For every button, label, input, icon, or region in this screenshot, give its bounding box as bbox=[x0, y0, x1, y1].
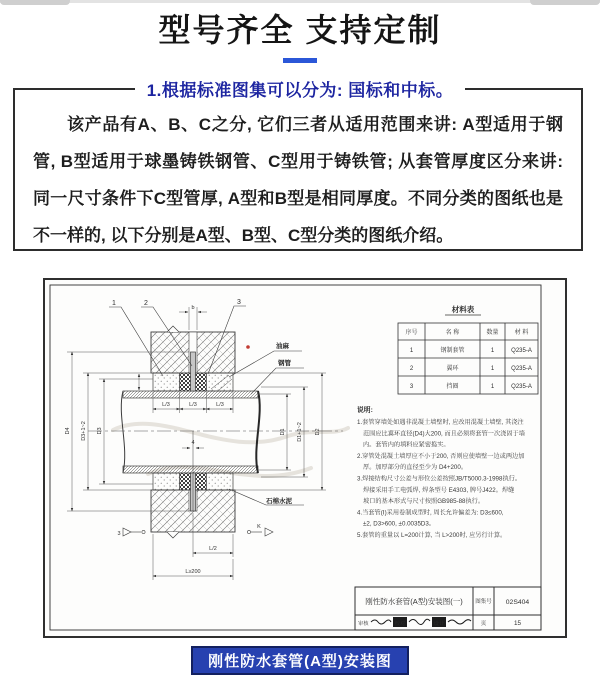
title-block bbox=[355, 587, 541, 630]
mt-header-qty: 数量 bbox=[486, 330, 499, 336]
tb-sign-sheji: 设计 bbox=[433, 621, 445, 627]
mt-header-seq: 序号 bbox=[405, 330, 418, 336]
callout-1: 1 bbox=[112, 300, 116, 307]
dim-b: b bbox=[191, 305, 195, 311]
intro-box bbox=[13, 88, 583, 251]
tb-page-no: 15 bbox=[513, 620, 522, 627]
mt-row3-qty: 1 bbox=[490, 384, 495, 390]
weld-size-left: 3 bbox=[117, 531, 121, 537]
note-line: 3.焊接结构尺寸公差与形位公差按照JB/T5000.3-1998执行。 bbox=[357, 475, 522, 483]
dim-d4: D4 bbox=[65, 427, 71, 435]
mt-row1-name: 钢制套管 bbox=[440, 348, 465, 354]
dim-l3-c: L/3 bbox=[216, 402, 224, 408]
part-labels bbox=[229, 341, 304, 505]
tb-signature-row bbox=[358, 617, 471, 627]
bottom-caption-row bbox=[0, 646, 600, 675]
note-line: 1.套管穿墙处如遇非混凝土墙壁时, 应改用混凝土墙壁, 其浇注 bbox=[357, 419, 524, 426]
note-line: 厚。加厚部分的直径至少为 D4+200。 bbox=[363, 464, 468, 472]
page-title: 型号齐全 支持定制 bbox=[158, 12, 442, 48]
dim-d3-plus: D3+1~2 bbox=[81, 421, 87, 441]
mt-row2-name: 翼环 bbox=[446, 366, 459, 372]
material-table-title: 材料表 bbox=[451, 305, 475, 314]
tb-atlas-label: 图集号 bbox=[475, 599, 492, 605]
tb-sign-jiaodui: 校对 bbox=[394, 621, 406, 627]
note-line: 坡口的基本形式与尺寸按照GB985-88执行。 bbox=[363, 498, 485, 506]
callout-3: 3 bbox=[237, 299, 241, 306]
dim-lmin: L≥200 bbox=[185, 569, 201, 575]
label-steel-pipe: 钢管 bbox=[278, 360, 291, 367]
tb-page-label: 页 bbox=[480, 621, 487, 627]
note-line: 焊接采用手工电弧焊, 焊条型号 E4303, 牌号J422。焊缝 bbox=[363, 486, 515, 494]
drawing-svg bbox=[43, 278, 567, 638]
dim-l2: L/2 bbox=[209, 546, 217, 552]
note-line: 2.穿管处混凝土墙厚应不小于200, 否则应使墙壁一边或两边加 bbox=[357, 452, 525, 460]
label-asbestos-cement: 石棉水泥 bbox=[266, 498, 292, 505]
dim-l3-b: L/3 bbox=[189, 402, 197, 408]
intro-paragraph: 该产品有A、B、C之分, 它们三者从适用范围来讲: A型适用于钢管, B型适用于球墨铸铁钢管、C型用于铸铁管; 从套管厚度区分来讲: 同一尺寸条件下C型管厚, A型和B型是相同厚度。不同分类的图纸也是不一样的, 以下分别是A型、B型、C型分类的图纸介绍。 bbox=[33, 115, 563, 245]
mt-header-material: 材 料 bbox=[514, 330, 529, 336]
mt-row2-material: Q235-A bbox=[511, 366, 532, 372]
dim-d2: D2 bbox=[315, 428, 321, 436]
notes-label: 说明: bbox=[357, 407, 373, 414]
bottom-caption-button[interactable]: 刚性防水套管(A型)安装图 bbox=[191, 646, 409, 675]
notes bbox=[357, 405, 525, 539]
tb-sign-shenhe: 审核 bbox=[358, 621, 369, 627]
note-line: 4.当套管(Ⅰ)采用卷制成型时, 周长允许偏差为: D3≤600, bbox=[357, 509, 504, 517]
mt-row3-seq: 3 bbox=[409, 384, 414, 390]
mt-row3-material: Q235-A bbox=[511, 384, 532, 390]
label-oakum: 油麻 bbox=[276, 343, 289, 350]
material-table bbox=[398, 304, 538, 394]
mt-row2-qty: 1 bbox=[490, 366, 495, 372]
weld-size-right: K bbox=[257, 524, 261, 530]
red-dot-mark bbox=[246, 345, 250, 349]
dim-d3: D3 bbox=[97, 427, 103, 435]
callout-2: 2 bbox=[144, 300, 148, 307]
title-accent-dash bbox=[283, 58, 317, 63]
sleeve-assembly bbox=[153, 352, 233, 511]
dim-d1: D1 bbox=[280, 428, 286, 436]
tb-title: 刚性防水套管(A型)安装图(一) bbox=[365, 597, 463, 606]
mt-header-name: 名 称 bbox=[445, 330, 460, 336]
mt-row2-seq: 2 bbox=[409, 366, 414, 372]
top-divider bbox=[0, 0, 600, 3]
note-line: 5.套管的重量以 L=200计算, 当 L>200时, 应另行计算。 bbox=[357, 532, 507, 539]
mt-row3-name: 挡圈 bbox=[446, 384, 459, 390]
installation-drawing bbox=[43, 278, 567, 638]
note-line: ±2, D3>600, ±0.0035D3。 bbox=[363, 520, 435, 528]
tb-atlas-no: 02S404 bbox=[505, 599, 530, 606]
mt-row1-seq: 1 bbox=[409, 348, 414, 354]
section-heading: 1.根据标准图集可以分为: 国标和中标。 bbox=[135, 76, 466, 101]
note-line: 内。套管内的填料应紧密捣实。 bbox=[363, 441, 450, 449]
note-line: 范围应比翼环直径(D4)大200, 而且必须将套管一次浇固于墙 bbox=[363, 430, 525, 438]
dim-d1-plus: D1+1~2 bbox=[297, 422, 303, 442]
mt-row1-material: Q235-A bbox=[511, 348, 532, 354]
mt-row1-qty: 1 bbox=[490, 348, 495, 354]
section-heading-row bbox=[0, 76, 600, 101]
dim-l3-a: L/3 bbox=[162, 402, 170, 408]
dim-four: 4 bbox=[191, 440, 195, 446]
